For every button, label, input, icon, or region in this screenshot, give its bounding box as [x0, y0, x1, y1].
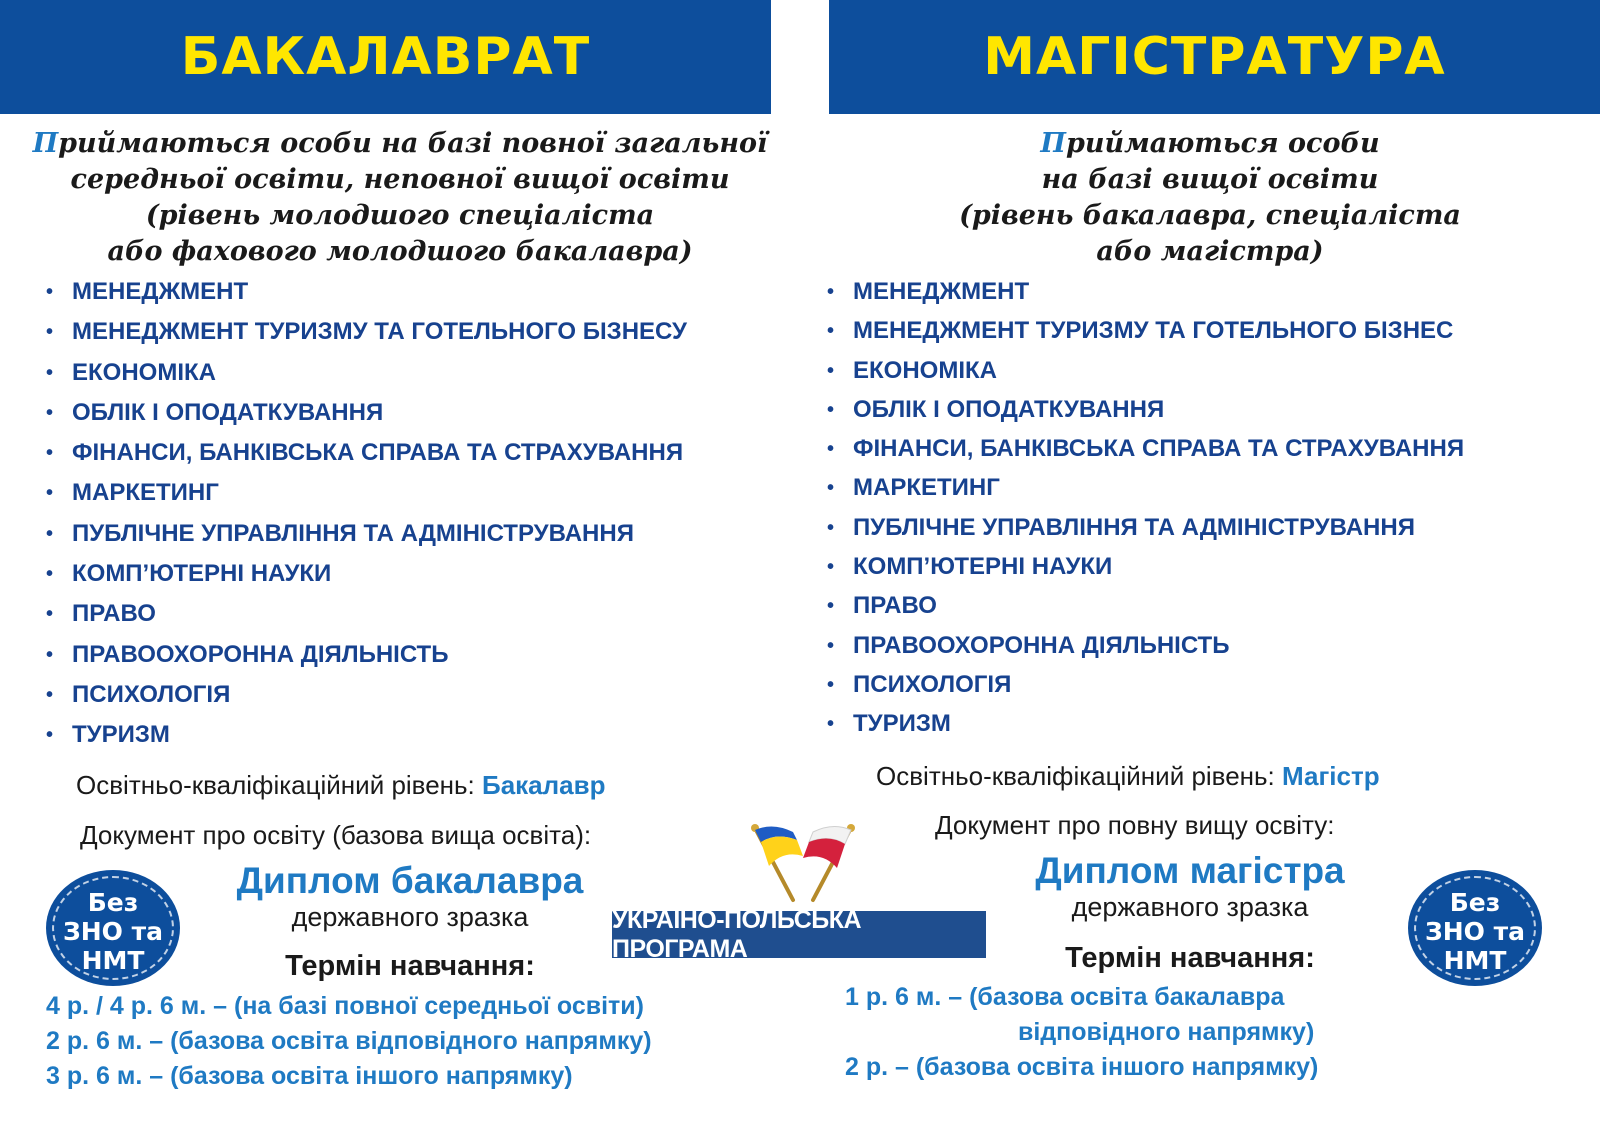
master-duration: 1 р. 6 м. – (базова освіта бакалавра	[845, 983, 1285, 1011]
bachelor-intro-line: або фахового молодшого бакалавра)	[107, 236, 693, 267]
bachelor-program-item: • ПРАВО	[44, 600, 687, 640]
master-intro-line: або магістра)	[1096, 236, 1324, 267]
bachelor-level-value: Бакалавр	[482, 770, 606, 800]
bachelor-program-item: • ПСИХОЛОГІЯ	[44, 681, 687, 721]
master-program-item: • ФІНАНСИ, БАНКІВСЬКА СПРАВА ТА СТРАХУВАННЯ	[825, 435, 1464, 474]
master-title: МАГІСТРАТУРА	[983, 27, 1446, 87]
master-intro-line: (рівень бакалавра, спеціаліста	[959, 200, 1461, 231]
bachelor-intro	[20, 126, 780, 270]
crossed-flags-icon	[733, 822, 873, 904]
master-program-item: • ОБЛІК І ОПОДАТКУВАННЯ	[825, 396, 1464, 435]
master-program-list	[825, 278, 1464, 750]
bachelor-intro-line: середньої освіти, неповної вищої освіти	[70, 164, 730, 195]
master-program-item: • ТУРИЗМ	[825, 710, 1464, 749]
bachelor-level	[76, 770, 605, 801]
no-exam-badge	[1408, 870, 1542, 986]
master-level-value: Магістр	[1282, 761, 1380, 791]
master-header	[829, 0, 1600, 114]
bachelor-intro-line: (рівень молодшого спеціаліста	[145, 200, 655, 231]
master-intro	[830, 126, 1590, 270]
master-intro-line: на базі вищої освіти	[1041, 164, 1379, 195]
master-program-item: • ПРАВООХОРОННА ДІЯЛЬНІСТЬ	[825, 632, 1464, 671]
bachelor-program-item: • МЕНЕДЖМЕНТ	[44, 278, 687, 318]
bachelor-duration: 2 р. 6 м. – (базова освіта відповідного напрямку)	[46, 1027, 652, 1055]
no-exam-badge	[46, 870, 180, 986]
master-intro-line: риймаються особи	[1065, 128, 1380, 159]
bachelor-diploma-sub: державного зразка	[291, 902, 529, 932]
bachelor-diploma: Диплом бакалавра	[236, 860, 584, 901]
bachelor-program-item: • ЕКОНОМІКА	[44, 359, 687, 399]
bachelor-program-item: • МЕНЕДЖМЕНТ ТУРИЗМУ ТА ГОТЕЛЬНОГО БІЗНЕСУ	[44, 318, 687, 358]
master-program-item: • МЕНЕДЖМЕНТ	[825, 278, 1464, 317]
bachelor-title: БАКАЛАВРАТ	[180, 27, 591, 87]
master-diploma-sub: державного зразка	[1071, 892, 1309, 922]
bachelor-duration: 4 р. / 4 р. 6 м. – (на базі повної середньої освіти)	[46, 992, 644, 1020]
bachelor-header	[0, 0, 771, 114]
badge-text: Без ЗНО та НМТ	[1425, 888, 1525, 975]
poland-flag-icon	[803, 824, 855, 900]
master-program-item: • ЕКОНОМІКА	[825, 357, 1464, 396]
bachelor-term-label: Термін навчання:	[285, 950, 535, 982]
master-duration: відповідного напрямку)	[1018, 1018, 1315, 1046]
ukraine-flag-icon	[751, 824, 803, 900]
master-program-item: • ПСИХОЛОГІЯ	[825, 671, 1464, 710]
master-program-item: • МАРКЕТИНГ	[825, 474, 1464, 513]
program-banner: УКРАЇНО-ПОЛЬСЬКА ПРОГРАМА	[612, 911, 986, 958]
bachelor-program-item: • ФІНАНСИ, БАНКІВСЬКА СПРАВА ТА СТРАХУВАННЯ	[44, 439, 687, 479]
bachelor-doc-label: Документ про освіту (базова вища освіта):	[80, 820, 592, 850]
master-program-item: • МЕНЕДЖМЕНТ ТУРИЗМУ ТА ГОТЕЛЬНОГО БІЗНЕС	[825, 317, 1464, 356]
bachelor-duration: 3 р. 6 м. – (базова освіта іншого напрямку)	[46, 1062, 573, 1090]
bachelor-program-list	[44, 278, 687, 762]
master-term-label: Термін навчання:	[1065, 942, 1315, 974]
master-program-item: • ПУБЛІЧНЕ УПРАВЛІННЯ ТА АДМІНІСТРУВАННЯ	[825, 514, 1464, 553]
bachelor-intro-cap: П	[32, 128, 59, 159]
master-intro-cap: П	[1040, 128, 1066, 159]
bachelor-program-item: • ПУБЛІЧНЕ УПРАВЛІННЯ ТА АДМІНІСТРУВАННЯ	[44, 520, 687, 560]
master-diploma: Диплом магістра	[1035, 850, 1345, 891]
master-doc-label: Документ про повну вищу освіту:	[935, 810, 1335, 840]
bachelor-intro-line: риймаються особи на базі повної загальної	[58, 128, 768, 159]
master-level-label: Освітньо-кваліфікаційний рівень:	[876, 761, 1283, 791]
bachelor-program-item: • ОБЛІК І ОПОДАТКУВАННЯ	[44, 399, 687, 439]
bachelor-program-item: • ПРАВООХОРОННА ДІЯЛЬНІСТЬ	[44, 641, 687, 681]
bachelor-program-item: • МАРКЕТИНГ	[44, 479, 687, 519]
master-duration: 2 р. – (базова освіта іншого напрямку)	[845, 1053, 1319, 1081]
bachelor-program-item: • КОМП’ЮТЕРНІ НАУКИ	[44, 560, 687, 600]
master-program-item: • ПРАВО	[825, 592, 1464, 631]
bachelor-durations	[46, 989, 652, 1094]
master-level	[876, 761, 1380, 792]
bachelor-level-label: Освітньо-кваліфікаційний рівень:	[76, 770, 483, 800]
badge-text: Без ЗНО та НМТ	[63, 888, 163, 975]
master-program-item: • КОМП’ЮТЕРНІ НАУКИ	[825, 553, 1464, 592]
bachelor-program-item: • ТУРИЗМ	[44, 721, 687, 761]
master-durations	[845, 980, 1318, 1085]
